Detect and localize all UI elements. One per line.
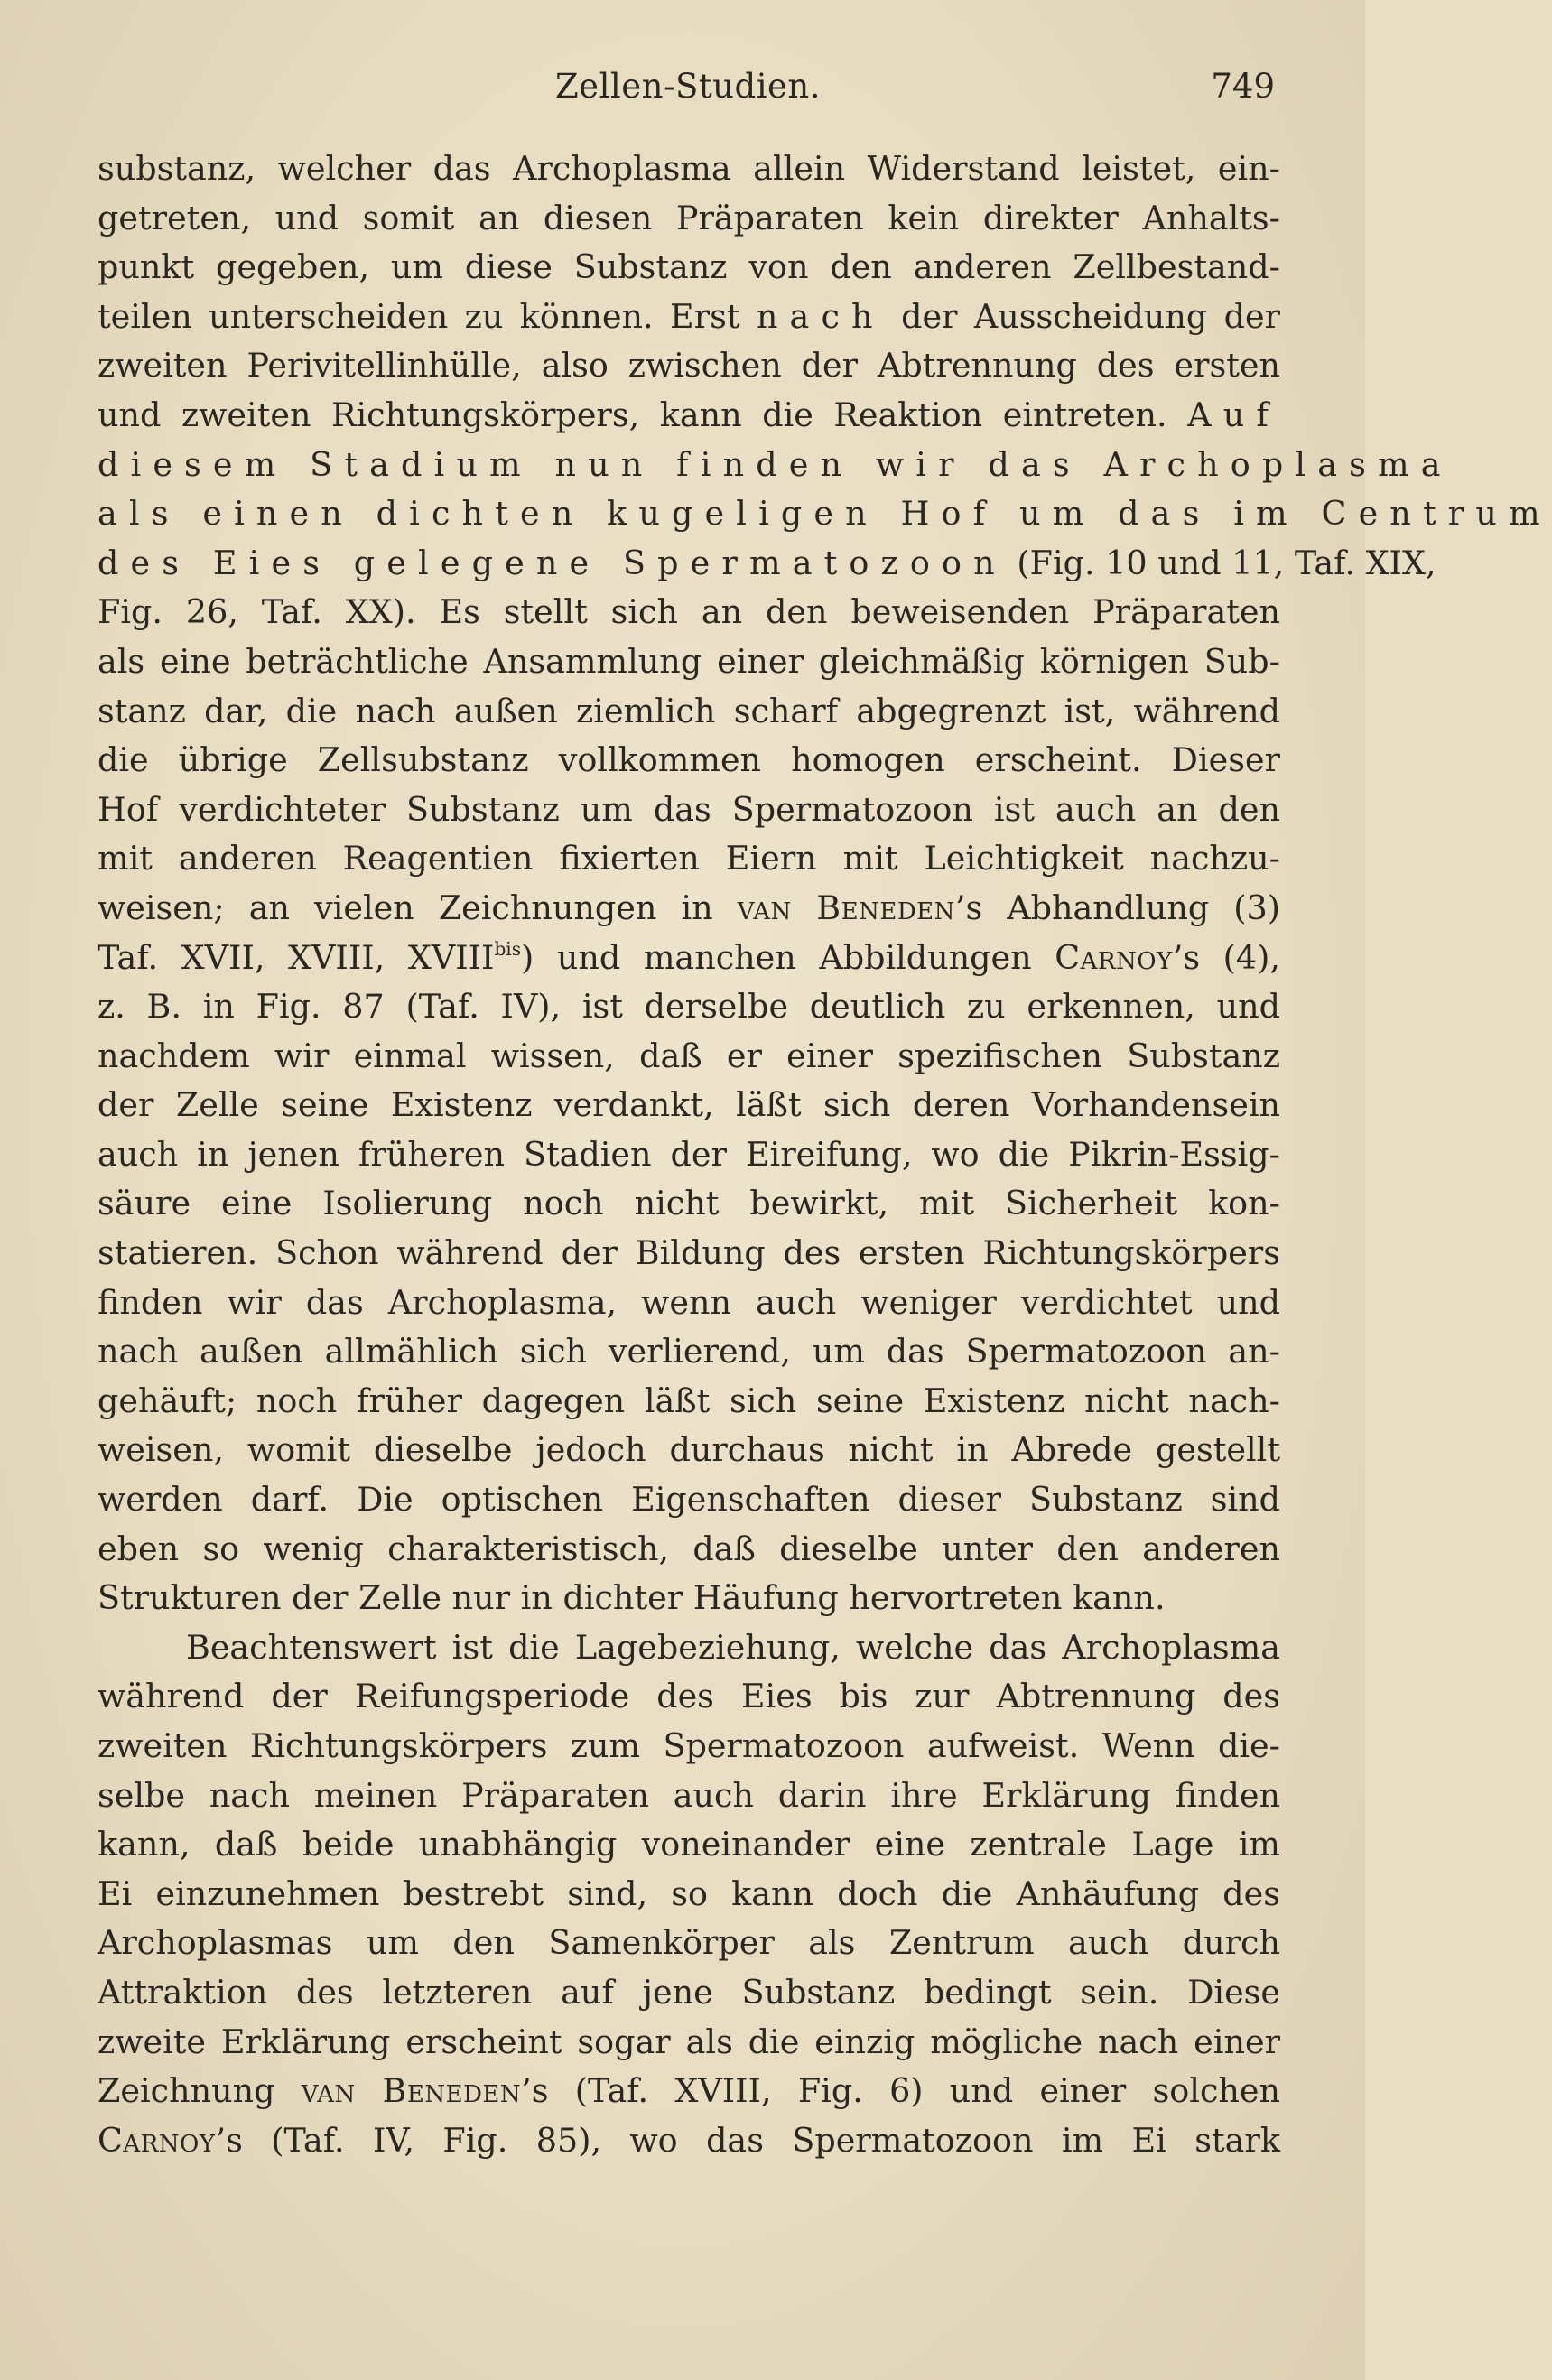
text-span: substanz, welcher das Archoplasma allein Widerstand leistet, ein- (98, 149, 1280, 188)
text-span: ’s (Taf. IV, Fig. 85), wo das Spermatozoon im Ei stark (215, 2120, 1280, 2160)
text-span: Taf. XVII, XVIII, XVIII (98, 937, 495, 977)
text-line (98, 1525, 1280, 1575)
text-span: bis (494, 937, 522, 960)
text-line (98, 1179, 1280, 1229)
text-span: und zweiten Richtungskörpers, kann die Reaktion eintreten. (98, 395, 1188, 434)
text-line (98, 144, 1280, 194)
text-line (98, 736, 1280, 786)
paragraph (98, 1623, 1280, 2166)
text-span: Hof verdichteter Substanz um das Spermatozoon ist auch an den (98, 789, 1280, 829)
text-span: weisen; an vielen Zeichnungen in (98, 888, 738, 927)
text-line (98, 2067, 1280, 2116)
text-line (98, 1130, 1280, 1180)
text-span: finden wir das Archoplasma, wenn auch weniger verdichtet und (98, 1282, 1280, 1322)
text-span: (Fig. 10 und 11, Taf. XIX, (1006, 543, 1436, 582)
text-span: nach außen allmählich sich verlierend, um das Spermatozoon an- (98, 1332, 1280, 1371)
text-line (98, 1771, 1280, 1821)
text-span: eben so wenig charakteristisch, daß dieselbe unter den anderen (98, 1529, 1280, 1568)
paragraph (98, 144, 1552, 1623)
text-line (98, 441, 1453, 490)
emphasized-text: des Eies gelegene Spermatozoon (98, 543, 1007, 582)
author-name: Carnoy (98, 2120, 216, 2160)
text-span: zweiten Perivitellinhülle, also zwischen der Abtrennung des ersten (98, 346, 1280, 386)
emphasized-text: diesem Stadium nun finden wir das Archoplasma (98, 444, 1453, 484)
text-line (98, 1820, 1280, 1870)
author-name: van Beneden (737, 888, 955, 927)
text-line (98, 391, 1280, 441)
text-span: punkt gegeben, um diese Substanz von den anderen Zellbestand- (98, 247, 1280, 287)
text-line (98, 243, 1280, 293)
text-line (98, 884, 1280, 934)
text-line (98, 834, 1280, 884)
text-line (98, 982, 1280, 1032)
text-span: selbe nach meinen Präparaten auch darin ihre Erklärung finden (98, 1775, 1280, 1815)
text-line (98, 637, 1280, 687)
page-header (101, 67, 1275, 121)
text-span: Beachtenswert ist die Lagebeziehung, welche das Archoplasma (186, 1627, 1280, 1667)
text-line (98, 2018, 1280, 2068)
text-span: ’s (4), (1172, 937, 1280, 977)
text-line (98, 1377, 1280, 1427)
text-span: während der Reifungsperiode des Eies bis zur Abtrennung des (98, 1677, 1280, 1716)
text-line (98, 1672, 1280, 1722)
text-span: als eine beträchtliche Ansammlung einer gleichmäßig körnigen Sub- (98, 641, 1280, 681)
text-line (98, 489, 1552, 539)
page-number: 749 (1211, 67, 1275, 106)
text-line (98, 588, 1280, 637)
text-line (98, 1327, 1280, 1377)
text-span: der Ausscheidung der (884, 296, 1280, 336)
text-span: stanz dar, die nach außen ziemlich scharf abgegrenzt ist, während (98, 691, 1280, 730)
text-span: teilen unterscheiden zu können. Erst (98, 296, 757, 336)
text-span: ) und manchen Abbildungen (521, 937, 1055, 977)
body-text (98, 144, 1552, 2165)
text-span: statieren. Schon während der Bildung des ersten Richtungskörpers (98, 1233, 1280, 1273)
text-line (98, 687, 1280, 737)
text-line (98, 1426, 1280, 1475)
text-span: ’s (Taf. XVIII, Fig. 6) und einer solchen (521, 2071, 1281, 2111)
emphasized-text: Auf (1187, 395, 1280, 434)
text-span: weisen, womit dieselbe jedoch durchaus nicht in Abrede gestellt (98, 1430, 1280, 1470)
text-span: auch in jenen früheren Stadien der Eireifung, wo die Pikrin-Essig- (98, 1134, 1280, 1174)
text-span: Fig. 26, Taf. XX). Es stellt sich an den beweisenden Präparaten (98, 592, 1280, 632)
text-span: die übrige Zellsubstanz vollkommen homogen erscheint. Dieser (98, 740, 1280, 780)
text-line (98, 1968, 1280, 2018)
emphasized-text: als einen dichten kugeligen Hof um das im Centrum (98, 494, 1552, 534)
text-span: zweiten Richtungskörpers zum Spermatozoon aufweist. Wenn die- (98, 1726, 1280, 1765)
text-span: Ei einzunehmen bestrebt sind, so kann doch die Anhäufung des (98, 1873, 1280, 1913)
text-span: Archoplasmas um den Samenkörper als Zentrum auch durch (98, 1923, 1280, 1963)
author-name: van Beneden (301, 2071, 522, 2111)
text-line (98, 341, 1280, 391)
text-line (98, 1278, 1280, 1328)
text-span: zweite Erklärung erscheint sogar als die einzig mögliche nach einer (98, 2022, 1280, 2061)
running-head: Zellen-Studien. (554, 67, 822, 106)
text-span: gehäuft; noch früher dagegen läßt sich seine Existenz nicht nach- (98, 1381, 1280, 1420)
text-span: Strukturen der Zelle nur in dichter Häufung hervortreten kann. (98, 1578, 1166, 1618)
text-span: werden darf. Die optischen Eigenschaften dieser Substanz sind (98, 1480, 1280, 1520)
text-span: ’s Abhandlung (3) (954, 888, 1280, 927)
text-span: Attraktion des letzteren auf jene Substanz bedingt sein. Diese (98, 1972, 1280, 2012)
text-span: der Zelle seine Existenz verdankt, läßt sich deren Vorhandensein (98, 1085, 1280, 1125)
text-span: nachdem wir einmal wissen, daß er einer spezifischen Substanz (98, 1036, 1280, 1075)
text-line (98, 2116, 1280, 2166)
text-span: getreten, und somit an diesen Präparaten kein direkter Anhalts- (98, 198, 1280, 237)
text-span: Zeichnung (98, 2071, 302, 2111)
text-span: säure eine Isolierung noch nicht bewirkt, mit Sicherheit kon- (98, 1184, 1280, 1223)
text-line (98, 1032, 1280, 1082)
text-line (98, 934, 1280, 983)
text-line (98, 1870, 1280, 1920)
text-line (98, 1919, 1280, 1968)
emphasized-text: nach (756, 296, 885, 336)
text-line (98, 1229, 1280, 1278)
text-line (98, 786, 1280, 835)
text-span: z. B. in Fig. 87 (Taf. IV), ist derselbe deutlich zu erkennen, und (98, 987, 1280, 1027)
text-line (98, 293, 1280, 342)
author-name: Carnoy (1055, 937, 1173, 977)
text-span: mit anderen Reagentien fixierten Eiern mit Leichtigkeit nachzu- (98, 839, 1280, 879)
text-line (98, 194, 1280, 244)
text-span: kann, daß beide unabhängig voneinander eine zentrale Lage im (98, 1825, 1280, 1864)
text-line (98, 1623, 1280, 1673)
text-line (98, 1081, 1280, 1130)
text-line (98, 1475, 1280, 1525)
text-line (98, 539, 1436, 589)
text-line (98, 1574, 1280, 1623)
text-line (98, 1722, 1280, 1771)
